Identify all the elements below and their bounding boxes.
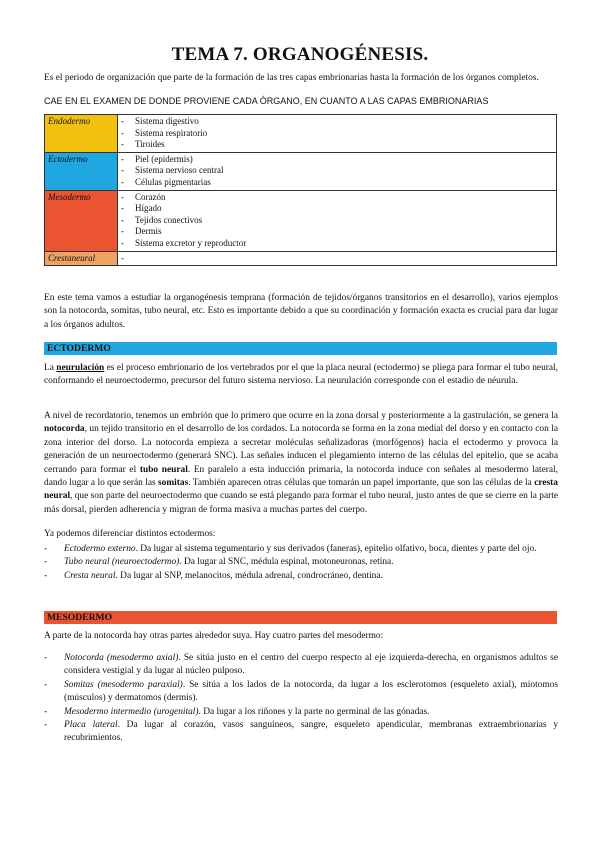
organ-item: - Sistema digestivo [121,116,553,128]
neurulation-term: neurulación [56,363,105,373]
layer-name: Mesodermo [45,190,118,251]
exam-note: CAE EN EL EXAMEN DE DONDE PROVIENE CADA ÓRGANO, EN CUANTO A LAS CAPAS EMBRIONARIAS [44,96,489,106]
organ-item: - Piel (epidermis) [121,154,553,166]
mesoderm-list [44,652,558,746]
germ-layers-table [44,114,557,266]
layer-name: Endodermo [45,115,118,153]
layer-name: Crestaneural [45,251,118,266]
mesoderm-intro: A parte de la notocorda hay otras partes alrededor suya. Hay cuatro partes del mesodermo: [44,631,384,641]
table-row [45,115,557,153]
table-row [45,251,557,266]
organ-item: - Dermis [121,226,553,238]
organ-item: - Hígado [121,203,553,215]
ectoderm-list [44,543,558,583]
list-item: - Ectodermo externo. Da lugar al sistema tegumentario y sus derivados (faneras), epitelio olfativo, boca, dientes y parte del ojo. [44,543,558,556]
list-item: - Cresta neural. Da lugar al SNP, melanocitos, médula adrenal, condrocráneo, dentina. [44,570,558,583]
intro-paragraph: Es el periodo de organización que parte de la formación de las tres capas embrionarias hasta la formación de los órganos completos. [44,73,539,83]
layer-organs [118,152,557,190]
organ-item: - Tejidos conectivos [121,215,553,227]
organ-item: - Corazón [121,192,553,204]
organ-item: - Sistema excretor y reproductor [121,238,553,250]
mesoderm-heading: MESODERMO [44,611,557,624]
somites-term: somitas [158,478,189,489]
list-item: - Somitas (mesodermo paraxial). Se sitúa a los lados de la notocorda, da lugar a los esclerotomos (esqueleto axial), miotomos (músculos) y dermatomos (dermis). [44,679,558,706]
list-item: - Notocorda (mesodermo axial). Se sitúa justo en el centro del cuerpo respecto al eje izquierda-derecha, en organismos adultos se considera vestigial y da lugar al núcleo pulposo. [44,652,558,679]
neurulation-paragraph: La neurulación es el proceso embrionario de los vertebrados por el que la placa neural (ectodermo) se pliega para formar el tubo neural, conformando el neuroectodermo, precursor del futuro sistema nervioso. La neurulación corresponde con el estadio de néurula. [44,363,558,387]
page-title: TEMA 7. ORGANOGÉNESIS. [171,44,429,65]
notochord-paragraph: A nivel de recordatorio, tenemos un embrión que lo primero que ocurre en la zona dorsal y posteriormente a la gastrulación, se genera la notocorda, un tejido transitorio en el desarrollo de los cordados. La notocorda se forma en la zona medial del dorso y en contacto con la zona interior del dorso. La notocorda empieza a secretar moléculas señalizadoras (morfógenos) hacia el ectodermo y provoca la generación de un neuroectodermo (generará SNC). Las señales inducen el plegamiento interno de las células del epitelio, que se acaba cerrando para formar el tubo neural. En paralelo a esta inducción primaria, la notocorda induce con señales al mesodermo lateral, dando lugar a lo que serán las somitas. También aparecen otras células que tomarán un papel importante, que son las células de la cresta neural, que son parte del neuroectodermo que cuando se está plegando para formar el tubo neural, justo antes de que se cierre en la parte más dorsal, pierden adherencia y migran de forma masiva a muchas partes del cuerpo. [44,411,558,515]
ectoderm-heading: ECTODERMO [44,342,557,355]
notochord-term: notocorda [44,424,85,435]
organ-item: - Sistema respiratorio [121,128,553,140]
organ-item: - Células pigmentarias [121,177,553,189]
ectoderm-list-intro: Ya podemos diferenciar distintos ectodermos: [44,529,216,539]
intro2-paragraph: En este tema vamos a estudiar la organogénesis temprana (formación de tejidos/órganos transitorios en el desarrollo), varios ejemplos son la notocorda, somitas, tubo neural, etc. Esto es importante debido a que su coordinación y formación exacta es crucial para dar lugar a los órganos adultos. [44,293,558,330]
neural-crest-term: cresta neural [44,478,558,502]
organ-item: - Sistema nervioso central [121,165,553,177]
layer-organs [118,251,557,266]
neural-tube-term: tubo neural [139,464,188,475]
layer-organs [118,190,557,251]
list-item: - Mesodermo intermedio (urogenital). Da lugar a los riñones y la parte no germinal de las gónadas. [44,706,558,719]
organ-item: - Tiroides [121,139,553,151]
list-item: - Tubo neural (neuroectodermo). Da lugar al SNC, médula espinal, motoneuronas, retina. [44,556,558,569]
table-row [45,190,557,251]
list-item: - Placa lateral. Da lugar al corazón, vasos sanguíneos, sangre, esqueleto apendicular, membranas extraembrionarias y recubrimientos. [44,719,558,746]
layer-name: Ectodermo [45,152,118,190]
table-row [45,152,557,190]
layer-organs [118,115,557,153]
